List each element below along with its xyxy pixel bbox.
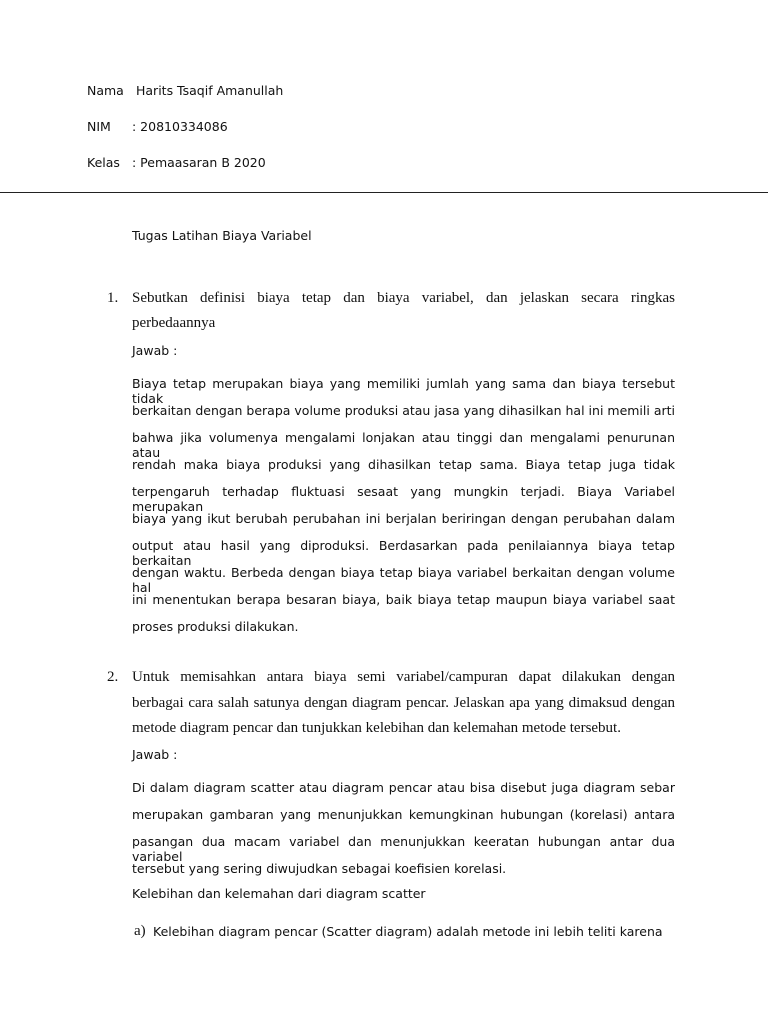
document-title: Tugas Latihan Biaya Variabel bbox=[132, 228, 312, 243]
question-2-number: 2. bbox=[107, 669, 119, 685]
class-value: : Pemaasaran B 2020 bbox=[132, 155, 266, 170]
answer-2-line: Di dalam diagram scatter atau diagram pencar atau bisa disebut juga diagram sebar bbox=[132, 780, 675, 795]
answer-1-line: proses produksi dilakukan. bbox=[132, 619, 299, 634]
answer-2-subheading: Kelebihan dan kelemahan dari diagram scatter bbox=[132, 886, 426, 901]
answer-1-line: Biaya tetap merupakan biaya yang memiliki jumlah yang sama dan biaya tersebut tidak bbox=[132, 376, 675, 406]
answer-1-line: bahwa jika volumenya mengalami lonjakan atau tinggi dan mengalami penurunan atau bbox=[132, 430, 675, 460]
answer-1-line: berkaitan dengan berapa volume produksi atau jasa yang dihasilkan hal ini memili arti bbox=[132, 403, 675, 418]
answer-1-line: rendah maka biaya produksi yang dihasilkan tetap sama. Biaya tetap juga tidak bbox=[132, 457, 675, 472]
question-1-line: perbedaannya bbox=[132, 315, 216, 331]
question-2-line: Untuk memisahkan antara biaya semi variabel/campuran dapat dilakukan dengan bbox=[132, 669, 675, 685]
answer-2-line: pasangan dua macam variabel dan menunjukkan keeratan hubungan antar dua variabel bbox=[132, 834, 675, 864]
class-label: Kelas bbox=[87, 155, 120, 170]
name-value: Harits Tsaqif Amanullah bbox=[136, 83, 284, 98]
answer-1-line: dengan waktu. Berbeda dengan biaya tetap biaya variabel berkaitan dengan volume hal bbox=[132, 565, 675, 595]
answer-1-label: Jawab : bbox=[132, 343, 178, 358]
question-2-line: berbagai cara salah satunya dengan diagram pencar. Jelaskan apa yang dimaksud dengan bbox=[132, 695, 675, 711]
answer-2-line: merupakan gambaran yang menunjukkan kemungkinan hubungan (korelasi) antara bbox=[132, 807, 675, 822]
question-1-number: 1. bbox=[107, 290, 119, 306]
answer-1-line: ini menentukan berapa besaran biaya, baik biaya tetap maupun biaya variabel saat bbox=[132, 592, 675, 607]
answer-2-label: Jawab : bbox=[132, 747, 178, 762]
answer-1-line: output atau hasil yang diproduksi. Berdasarkan pada penilaiannya biaya tetap berkaitan bbox=[132, 538, 675, 568]
nim-value: : 20810334086 bbox=[132, 119, 228, 134]
question-1-line: Sebutkan definisi biaya tetap dan biaya variabel, dan jelaskan secara ringkas bbox=[132, 290, 675, 306]
answer-1-line: biaya yang ikut berubah perubahan ini berjalan beriringan dengan perubahan dalam bbox=[132, 511, 675, 526]
answer-2-line: tersebut yang sering diwujudkan sebagai koefisien korelasi. bbox=[132, 861, 507, 876]
list-item-marker: a) bbox=[134, 923, 146, 939]
answer-1-line: terpengaruh terhadap fluktuasi sesaat yang mungkin terjadi. Biaya Variabel merupakan bbox=[132, 484, 675, 514]
nim-label: NIM bbox=[87, 119, 111, 134]
name-label: Nama bbox=[87, 83, 124, 98]
header-divider bbox=[0, 192, 768, 193]
list-item-text: Kelebihan diagram pencar (Scatter diagram) adalah metode ini lebih teliti karena bbox=[153, 924, 663, 939]
question-2-line: metode diagram pencar dan tunjukkan kelebihan dan kelemahan metode tersebut. bbox=[132, 720, 621, 736]
